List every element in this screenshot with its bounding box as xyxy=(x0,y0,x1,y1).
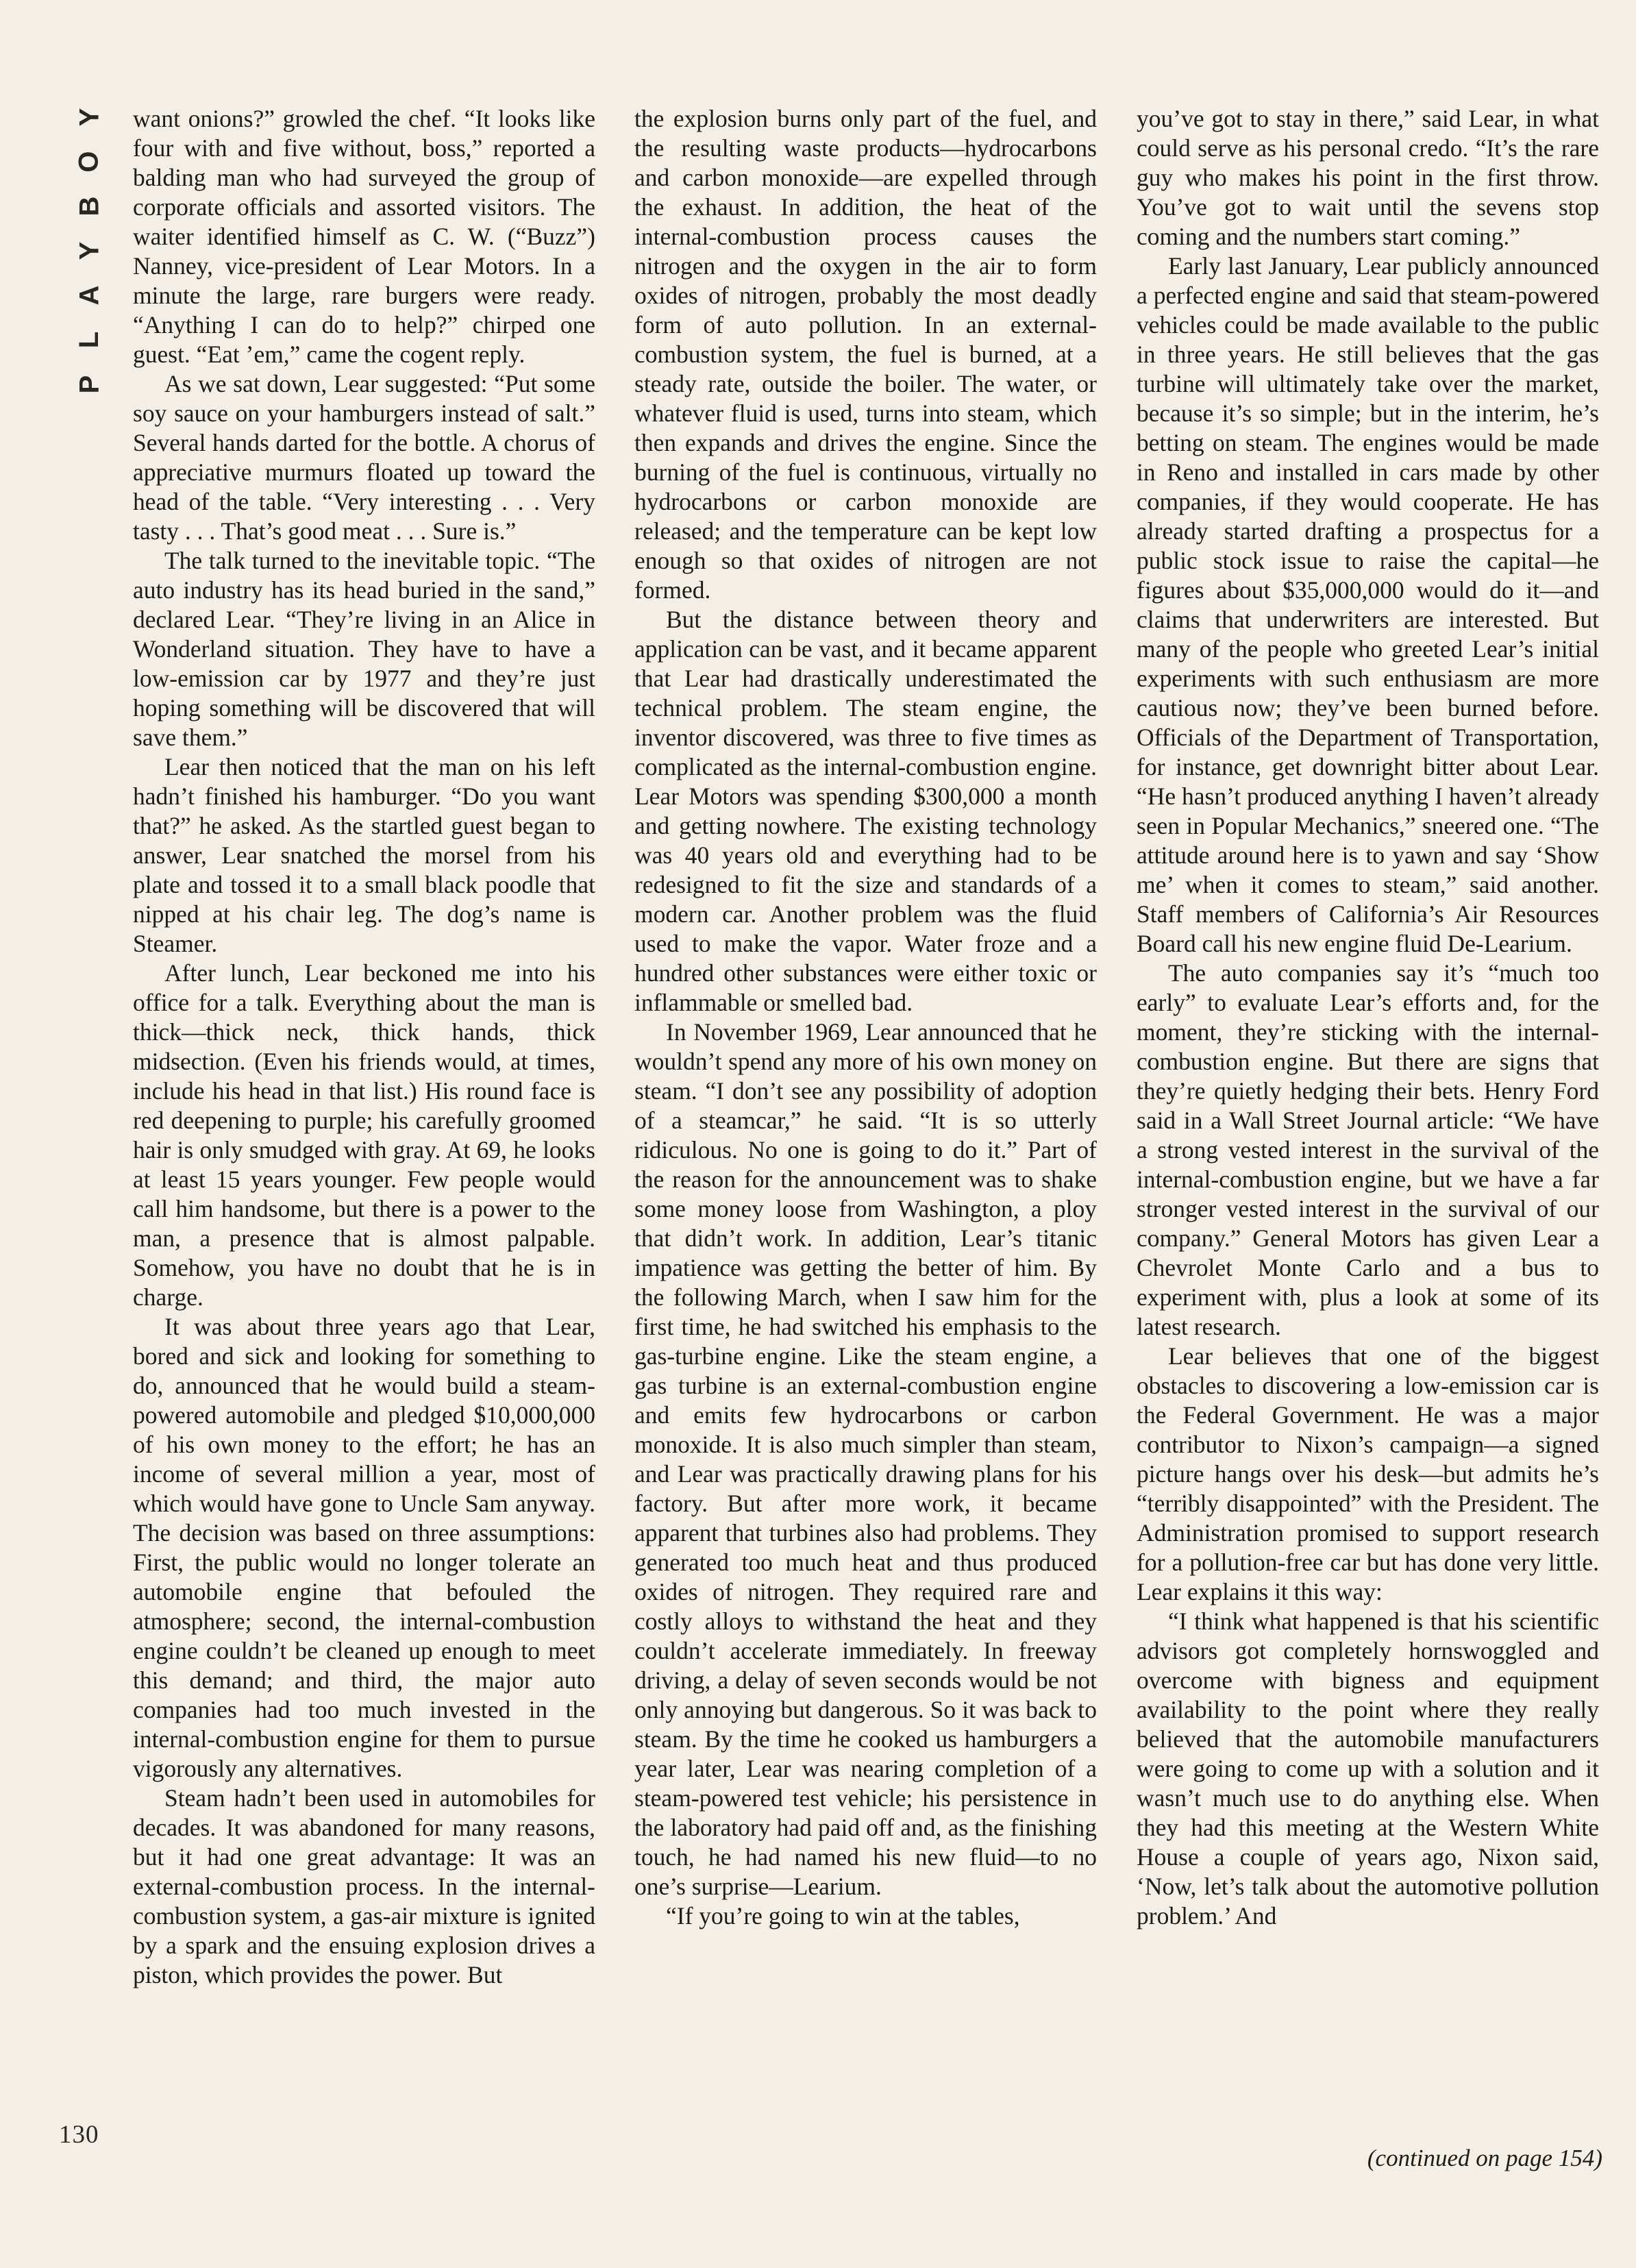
paragraph: the explosion burns only part of the fuel, and the resulting waste products—hydrocarbons and carbon monoxide—are expelled through the exhaust. In addition, the heat of the internal-combustion process causes the nitrogen and the oxygen in the air to form oxides of nitrogen, probably the most deadly form of auto pollution. In an external-combustion system, the fuel is burned, at a steady rate, outside the boiler. The water, or whatever fluid is used, turns into steam, which then expands and drives the engine. Since the burning of the fuel is continuous, virtually no hydrocarbons or carbon monoxide are released; and the temperature can be kept low enough so that oxides of nitrogen are not formed. xyxy=(634,105,1097,604)
paragraph: Lear then noticed that the man on his left hadn’t finished his hamburger. “Do you want that?” he asked. As the startled guest began to answer, Lear snatched the morsel from his plate and tossed it to a small black poodle that nipped at his chair leg. The dog’s name is Steamer. xyxy=(133,753,595,957)
paragraph: Early last January, Lear publicly announced a perfected engine and said that steam-powered vehicles could be made available to the public in three years. He still believes that the gas turbine will ultimately take over the market, because it’s so simple; but in the interim, he’s betting on steam. The engines would be made in Reno and installed in cars made by other companies, if they would cooperate. He has already started drafting a prospectus for a public stock issue to raise the capital—he figures about $35,000,000 would do it—and claims that underwriters are interested. But many of the people who greeted Lear’s initial experiments with such enthusiasm are more cautious now; they’ve been burned before. Officials of the Department of Transportation, for instance, get downright bitter about Lear. “He hasn’t produced anything I haven’t already seen in Popular Mechanics,” sneered one. “The attitude around here is to yawn and say ‘Show me’ when it comes to steam,” said another. Staff members of California’s Air Resources Board call his new engine fluid De-Learium. xyxy=(1137,252,1599,957)
paragraph: As we sat down, Lear suggested: “Put some soy sauce on your hamburgers instead of salt.” Several hands darted for the bottle. A chorus of appreciative murmurs floated up toward the head of the table. “Very interesting . . . Very tasty . . . That’s good meat . . . Sure is.” xyxy=(133,370,595,545)
paragraph: It was about three years ago that Lear, bored and sick and looking for something to do, announced that he would build a steam-powered automobile and pledged $10,000,000 of his own money to the effort; he has an income of several million a year, most of which would have gone to Uncle Sam anyway. The decision was based on three assumptions: First, the public would no longer tolerate an automobile engine that befouled the atmosphere; second, the internal-combustion engine couldn’t be cleaned up enough to meet this demand; and third, the major auto companies had too much invested in the internal-combustion engine for them to pursue vigorously any alternatives. xyxy=(133,1313,595,1782)
logo-letter: P xyxy=(74,373,104,394)
logo-letter: L xyxy=(74,330,104,349)
logo-letter: Y xyxy=(74,240,104,260)
paragraph: you’ve got to stay in there,” said Lear, in what could serve as his personal credo. “It’s the rare guy who makes his point in the first throw. You’ve got to wait until the sevens stop coming and the numbers start coming.” xyxy=(1137,105,1599,250)
text-column-2 xyxy=(634,104,1097,1931)
page-number: 130 xyxy=(59,2121,99,2149)
paragraph: The talk turned to the inevitable topic. “The auto industry has its head buried in the sand,” declared Lear. “They’re living in an Alice in Wonderland situation. They have to have a low-emission car by 1977 and they’re just hoping something will be discovered that will save them.” xyxy=(133,547,595,751)
paragraph: In November 1969, Lear announced that he wouldn’t spend any more of his own money on steam. “I don’t see any possibility of adoption of a steamcar,” he said. “It is so utterly ridiculous. No one is going to do it.” Part of the reason for the announcement was to shake some money loose from Washington, a ploy that didn’t work. In addition, Lear’s titanic impatience was getting the better of him. By the following March, when I saw him for the first time, he had switched his emphasis to the gas-turbine engine. Like the steam engine, a gas turbine is an external-combustion engine and emits few hydrocarbons or carbon monoxide. It is also much simpler than steam, and Lear was practically drawing plans for his factory. But after more work, it became apparent that turbines also had problems. They generated too much heat and thus produced oxides of nitrogen. They required rare and costly alloys to withstand the heat and they couldn’t accelerate immediately. In freeway driving, a delay of seven seconds would be not only annoying but dangerous. So it was back to steam. By the time he cooked us hamburgers a year later, Lear was nearing completion of a steam-powered test vehicle; his persistence in the laboratory had paid off and, as the finishing touch, he had named his new fluid—to no one’s surprise—Learium. xyxy=(634,1018,1097,1900)
text-column-3 xyxy=(1137,104,1599,1931)
paragraph: But the distance between theory and application can be vast, and it became apparent that Lear had drastically underestimated the technical problem. The steam engine, the inventor discovered, was three to five times as complicated as the internal-combustion engine. Lear Motors was spending $300,000 a month and getting nowhere. The existing technology was 40 years old and everything had to be redesigned to fit the size and standards of a modern car. Another problem was the fluid used to make the vapor. Water froze and a hundred other substances were either toxic or inflammable or smelled bad. xyxy=(634,606,1097,1016)
logo-letter: B xyxy=(73,195,104,217)
continued-line: (continued on page 154) xyxy=(1367,2145,1602,2171)
paragraph: Lear believes that one of the biggest obstacles to discovering a low-emission car is the Federal Government. He was a major contributor to Nixon’s campaign—a signed picture hangs over his desk—but admits he’s “terribly disappointed” with the President. The Administration promised to support research for a pollution-free car but has done very little. Lear explains it this way: xyxy=(1137,1342,1599,1605)
paragraph: want onions?” growled the chef. “It looks like four with and five without, boss,” reported a balding man who had surveyed the group of corporate officials and assorted visitors. The waiter identified himself as C. W. (“Buzz”) Nanney, vice-president of Lear Motors. In a minute the large, rare burgers were ready. “Anything I can do to help?” chirped one guest. “Eat ’em,” came the cogent reply. xyxy=(133,105,595,368)
playboy-vertical-logo xyxy=(69,103,110,397)
text-column-1 xyxy=(133,104,595,1990)
paragraph: “If you’re going to win at the tables, xyxy=(666,1902,1020,1930)
paragraph: “I think what happened is that his scientific advisors got completely hornswoggled and overcome with bigness and equipment availability to the point where they really believed that the automobile manufacturers were going to come up with a solution and it wasn’t much use to do anything else. When they had this meeting at the Western White House a couple of years ago, Nixon said, ‘Now, let’s talk about the automotive pollution problem.’ And xyxy=(1137,1607,1599,1930)
paragraph: The auto companies say it’s “much too early” to evaluate Lear’s efforts and, for the moment, they’re sticking with the internal-combustion engine. But there are signs that they’re quietly hedging their bets. Henry Ford said in a Wall Street Journal article: “We have a strong vested interest in the survival of the internal-combustion engine, but we have a far stronger vested interest in the survival of our company.” General Motors has given Lear a Chevrolet Monte Carlo and a bus to experiment with, plus a look at some of its latest research. xyxy=(1137,959,1599,1340)
logo-letter: Y xyxy=(74,106,104,127)
paragraph: Steam hadn’t been used in automobiles for decades. It was abandoned for many reasons, but it had one great advantage: It was an external-combustion process. In the internal-combustion system, a gas-air mixture is ignited by a spark and the ensuing explosion drives a piston, which provides the power. But xyxy=(133,1784,595,1988)
logo-letter: O xyxy=(74,149,104,173)
logo-letter: A xyxy=(73,284,104,306)
paragraph: After lunch, Lear beckoned me into his office for a talk. Everything about the man is thick—thick neck, thick hands, thick midsection. (Even his friends would, at times, include his head in that list.) His round face is red deepening to purple; his carefully groomed hair is only smudged with gray. At 69, he looks at least 15 years younger. Few people would call him handsome, but there is a power to the man, a presence that is almost palpable. Somehow, you have no doubt that he is in charge. xyxy=(133,959,595,1311)
